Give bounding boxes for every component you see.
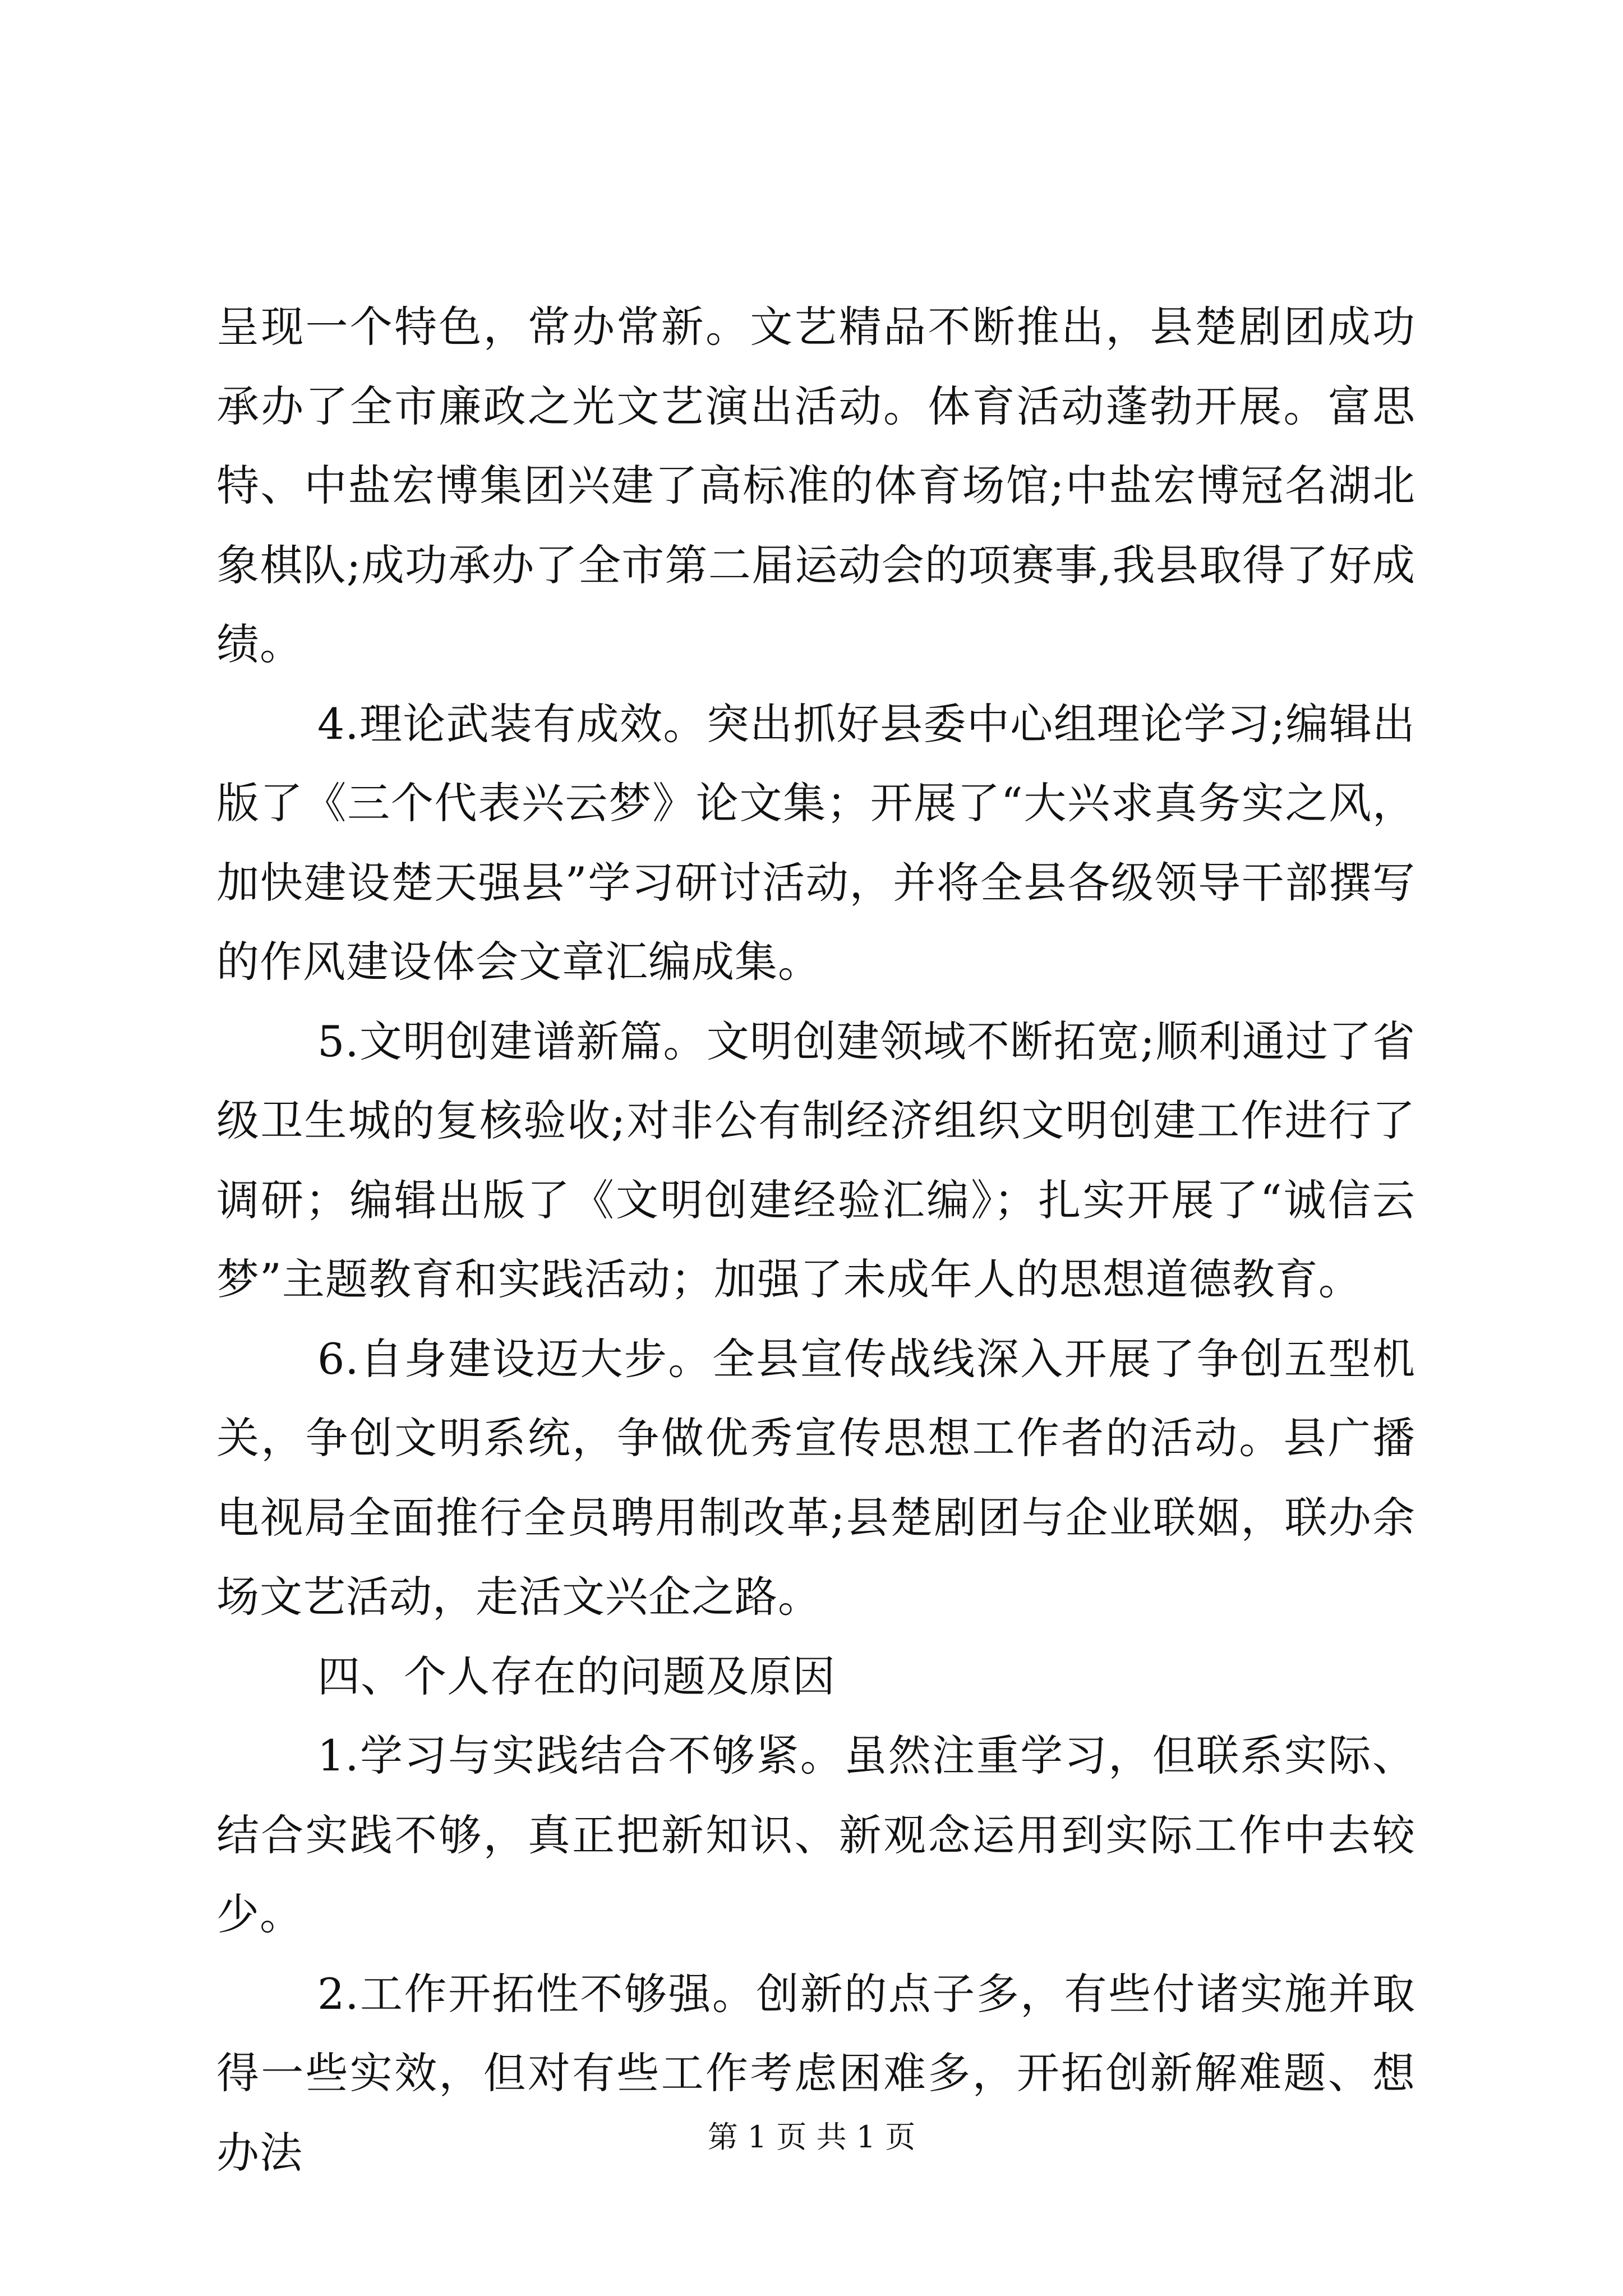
page-footer: 第 1 页 共 1 页 bbox=[707, 2119, 916, 2155]
paragraph-problem-2: 2.工作开拓性不够强。创新的点子多，有些付诸实施并取得一些实效，但对有些工作考虑困难多，开拓创新解难题、想办法 bbox=[216, 1968, 1415, 2178]
document-body bbox=[216, 287, 1415, 2192]
paragraph-continuation: 呈现一个特色，常办常新。文艺精品不断推出，县楚剧团成功承办了全市廉政之光文艺演出活动。体育活动蓬勃开展。富思特、中盐宏博集团兴建了高标准的体育场馆;中盐宏博冠名湖北象棋队;成功承办了全市第二届运动会的项赛事,我县取得了好成绩。 bbox=[216, 302, 1415, 669]
paragraph-item-4: 4.理论武装有成效。突出抓好县委中心组理论学习;编辑出版了《三个代表兴云梦》论文集；开展了“大兴求真务实之风，加快建设楚天强县”学习研讨活动，并将全县各级领导干部撰写的作风建设体会文章汇编成集。 bbox=[216, 698, 1415, 987]
section-heading: 四、个人存在的问题及原因 bbox=[317, 1651, 836, 1701]
paragraph-item-6: 6.自身建设迈大步。全县宣传战线深入开展了争创五型机关，争创文明系统，争做优秀宣传思想工作者的活动。县广播电视局全面推行全员聘用制改革;县楚剧团与企业联姻，联办余场文艺活动，走活文兴企之路。 bbox=[216, 1333, 1415, 1622]
paragraph-problem-1: 1.学习与实践结合不够紧。虽然注重学习，但联系实际、结合实践不够，真正把新知识、新观念运用到实际工作中去较少。 bbox=[216, 1731, 1415, 1939]
paragraph-item-5: 5.文明创建谱新篇。文明创建领域不断拓宽;顺利通过了省级卫生城的复核验收;对非公有制经济组织文明创建工作进行了调研；编辑出版了《文明创建经验汇编》；扎实开展了“诚信云梦”主题教育和实践活动；加强了未成年人的思想道德教育。 bbox=[216, 1016, 1415, 1304]
